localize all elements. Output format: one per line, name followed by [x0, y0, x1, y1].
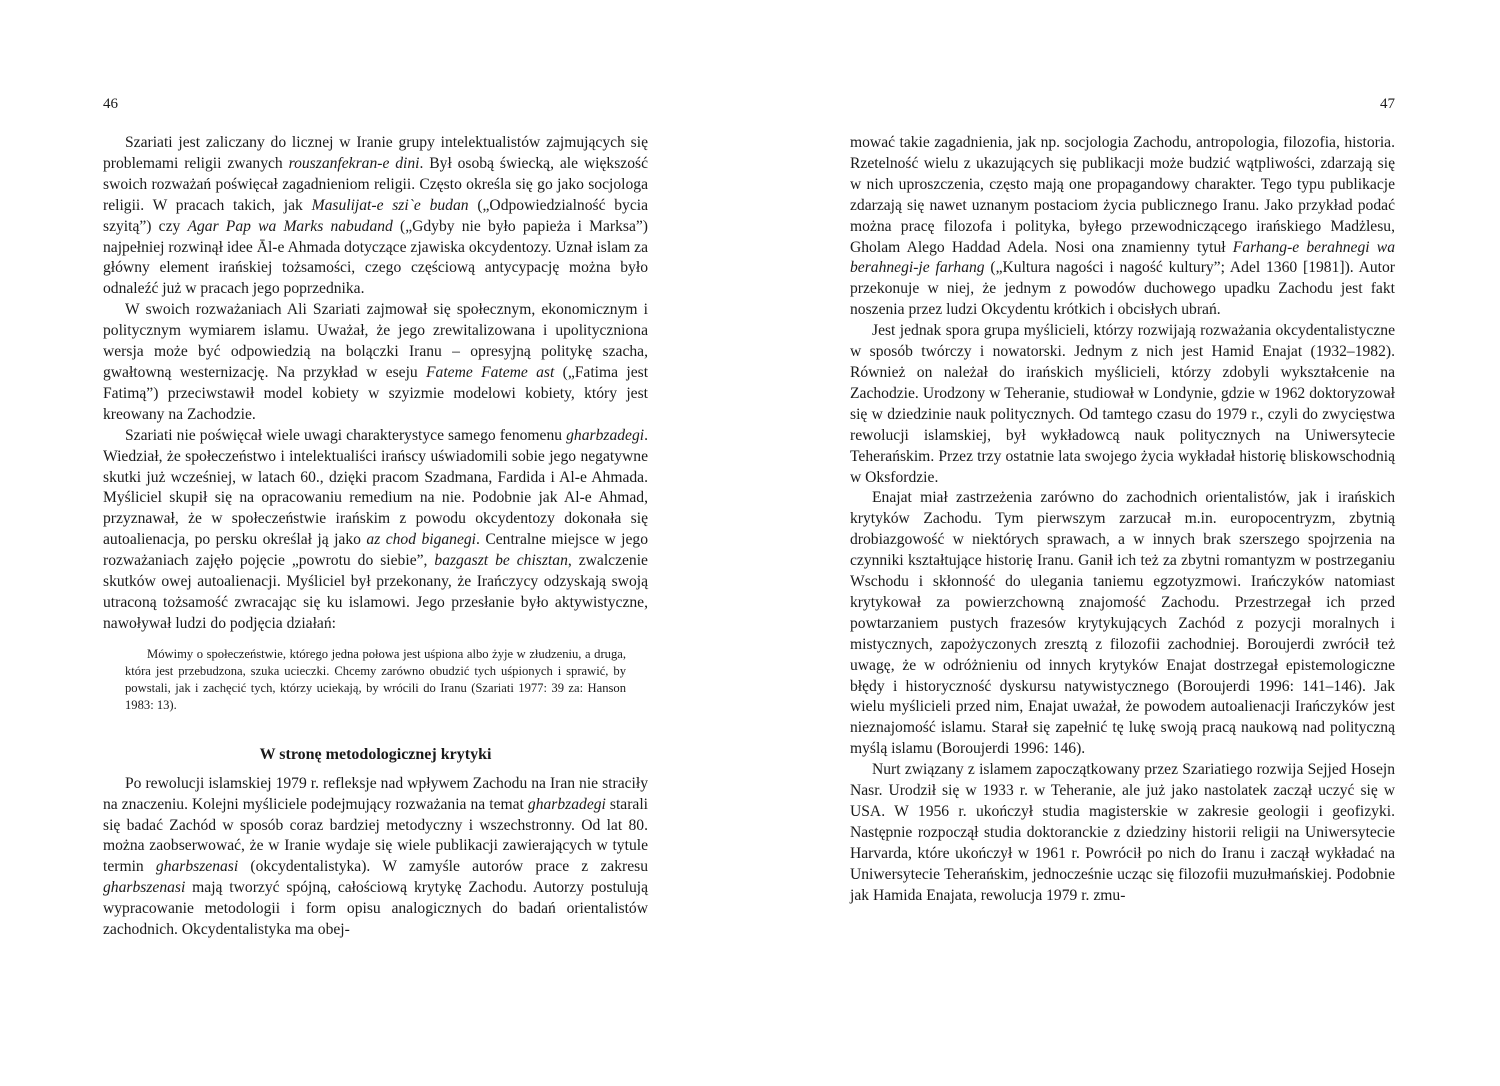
paragraph: W swoich rozważaniach Ali Szariati zajmował się społecznym, ekonomicznym i politycznym wymiarem islamu. Uważał, że jego zrewitalizowana i upolityczniona wersja może być odpowiedzią na bolączki Iranu – opresyjną politykę szacha, gwałtowną westernizację. Na przykład w eseju Fateme Fateme ast („Fatima jest Fatimą”) przeciwstawił model kobiety w szyizmie modelowi kobiety, który jest kreowany na Zachodzie.	[103, 301, 649, 423]
page-number: 47	[1380, 96, 1395, 112]
italic-term: az chod biganegi	[366, 531, 477, 549]
paragraph: mować takie zagadnienia, jak np. socjologia Zachodu, antropologia, filozofia, historia. Rzetelność wielu z ukazujących się publikacji może budzić wątpliwości, zdarzają się w nich uproszczenia, często mają one propagandowy charakter. Tego typu publikacje zdarzają się nawet uznanym postaciom życia publicznego Iranu. Jako przykład podać można pracę filozofa i polityka, byłego przewodniczącego irańskiego Madżlesu, Gholam Alego Haddad Adela. Nosi ona znamienny tytuł Farhang-e berahnegi wa berahnegi-je farhang („Kultura nagości i nagość kultury”; Adel 1360 [1981]). Autor przekonuje w niej, że jednym z powodów duchowego upadku Zachodu jest fakt noszenia przez ludzi Okcydentu krótkich i obcisłych ubrań.	[850, 134, 1396, 319]
italic-term: bazgaszt be chisztan	[434, 552, 568, 570]
italic-term: gharbzadegi	[527, 795, 606, 813]
paragraph: Po rewolucji islamskiej 1979 r. refleksje nad wpływem Zachodu na Iran nie straciły na znaczeniu. Kolejni myśliciele podejmujący rozważania na temat gharbzadegi starali się badać Zachód w sposób coraz bardziej metodyczny i wszechstronny. Od lat 80. można zaobserwować, że w Iranie wydaje się wiele publikacji zawierających w tytule termin gharbszenasi (okcydentalistyka). W zamyśle autorów prace z zakresu gharbszenasi mają tworzyć spójną, całościową krytykę Zachodu. Autorzy postulują wypracowanie metodologii i form opisu analogicznych do badań orientalistów zachodnich. Okcydentalistyka ma obej-	[103, 774, 649, 939]
italic-term: Agar Pap wa Marks nabudand	[187, 217, 393, 235]
italic-term: Masulijat-e szi`e budan	[311, 196, 469, 214]
italic-term: gharbszenasi	[155, 858, 239, 876]
paragraph: Szariati jest zaliczany do licznej w Iranie grupy intelektualistów zajmujących się problemami religii zwanych rouszanfekran-e dini. Był osobą świecką, ale większość swoich rozważań poświęcał zagadnieniom religii. Często określa się go jako socjologa religii. W pracach takich, jak Masulijat-e szi`e budan („Odpowiedzialność bycia szyitą”) czy Agar Pap wa Marks nabudand („Gdyby nie było papieża i Marksa”) najpełniej rozwinął idee Āl-e Ahmada dotyczące zjawiska okcydentozy. Uznał islam za główny element irańskiej tożsamości, czego częściową antycypację można było odnaleźć już w pracach jego poprzednika.	[103, 134, 649, 298]
paragraph: Nurt związany z islamem zapoczątkowany przez Szariatiego rozwija Sejjed Hosejn Nasr. Urodził się w 1933 r. w Teheranie, ale już jako nastolatek zaczął uczyć się w USA. W 1956 r. ukończył studia magisterskie w zakresie geologii i geofizyki. Następnie rozpoczął studia doktoranckie z dziedziny historii religii na Uniwersytecie Harvarda, które ukończył w 1961 r. Powrócił po nich do Iranu i zaczął wykładać na Uniwersytecie Teherańskim, jednocześnie ucząc się filozofii muzułmańskiej. Podobnie jak Hamida Enajata, rewolucja 1979 r. zmu-	[850, 761, 1395, 904]
italic-term: rouszanfekran-e dini	[288, 154, 420, 172]
block-quote: Mówimy o społeczeństwie, którego jedna połowa jest uśpiona albo żyje w złudzeniu, a druga, która jest przebudzona, szuka ucieczki. Chcemy zarówno obudzić tych uśpionych i sprawić, by powstali, jak i zachęcić tych, którzy uciekają, by wrócili do Iranu (Szariati 1977: 39 za: Hanson 1983: 13).	[125, 646, 626, 712]
paragraph: Szariati nie poświęcał wiele uwagi charakterystyce samego fenomenu gharbzadegi. Wiedział, że społeczeństwo i intelektualiści irańscy uświadomili sobie jego negatywne skutki już wcześniej, w latach 60., dzięki pracom Szadmana, Fardida i Al-e Ahmada. Myśliciel skupił się na opracowaniu remedium na nie. Podobnie jak Al-e Ahmad, przyznawał, że w społeczeństwie irańskim z powodu okcydentozy dokonała się autoalienacja, po persku określał ją jako az chod biganegi. Centralne miejsce w jego rozważaniach zajęło pojęcie „powrotu do siebie”, bazgaszt be chisztan, zwalczenie skutków owej autoalienacji. Myśliciel był przekonany, że Irańczycy odzyskają swoją utraconą tożsamość zwracając się ku islamowi. Jego przesłanie było aktywistyczne, nawoływał ludzi do podjęcia działań:	[103, 426, 649, 632]
paragraph: Jest jednak spora grupa myślicieli, którzy rozwijają rozważania okcydentalistyczne w sposób twórczy i nowatorski. Jednym z nich jest Hamid Enajat (1932–1982). Również on należał do irańskich myślicieli, którzy zdobyli wykształcenie na Zachodzie. Urodzony w Teheranie, studiował w Londynie, gdzie w 1962 doktoryzował się w dziedzinie nauk politycznych. Od tamtego czasu do 1979 r., czyli do zwycięstwa rewolucji islamskiej, był wykładowcą nauk politycznych na Uniwersytecie Teherańskim. Przez trzy ostatnie lata swojego życia wykładał historię bliskowschodnią w Oksfordzie.	[850, 322, 1395, 486]
page-number: 46	[103, 96, 118, 112]
section-heading: W stronę metodologicznej krytyki	[259, 745, 492, 763]
paragraph: Enajat miał zastrzeżenia zarówno do zachodnich orientalistów, jak i irańskich krytyków Zachodu. Tym pierwszym zarzucał m.in. europocentryzm, zbytnią drobiazgowość w niektórych sprawach, a w innych brak szerszego spojrzenia na czynniki kształtujące historię Iranu. Ganił ich też za zbytni romantyzm w postrzeganiu Wschodu i skłonność do ulegania taniemu egzotyzmowi. Irańczyków natomiast krytykował za powierzchowną znajomość Zachodu. Przestrzegał ich przed powtarzaniem pustych frazesów krytykujących Zachód z pozycji moralnych i mistycznych, zapożyczonych zresztą z filozofii zachodniej. Boroujerdi zwrócił też uwagę, że w odróżnieniu od innych krytyków Enajat dostrzegał epistemologiczne błędy i historyczność dyskursu natywistycznego (Boroujerdi 1996: 141–146). Jak wielu myślicieli przed nim, Enajat uważał, że powodem autoalienacji Irańczyków jest nieznajomość islamu. Starał się zapełnić tę lukę swoją pracą naukową nad polityczną myślą islamu (Boroujerdi 1996: 146).	[850, 489, 1395, 758]
italic-term: Farhang-e berahnegi wa berahnegi-je farhang	[850, 238, 1396, 277]
right-page-content	[850, 133, 1395, 907]
left-page-content	[103, 133, 648, 941]
italic-term: gharbzadegi	[566, 426, 645, 444]
italic-term: gharbszenasi	[103, 879, 186, 897]
italic-term: Fateme Fateme ast	[426, 363, 555, 381]
